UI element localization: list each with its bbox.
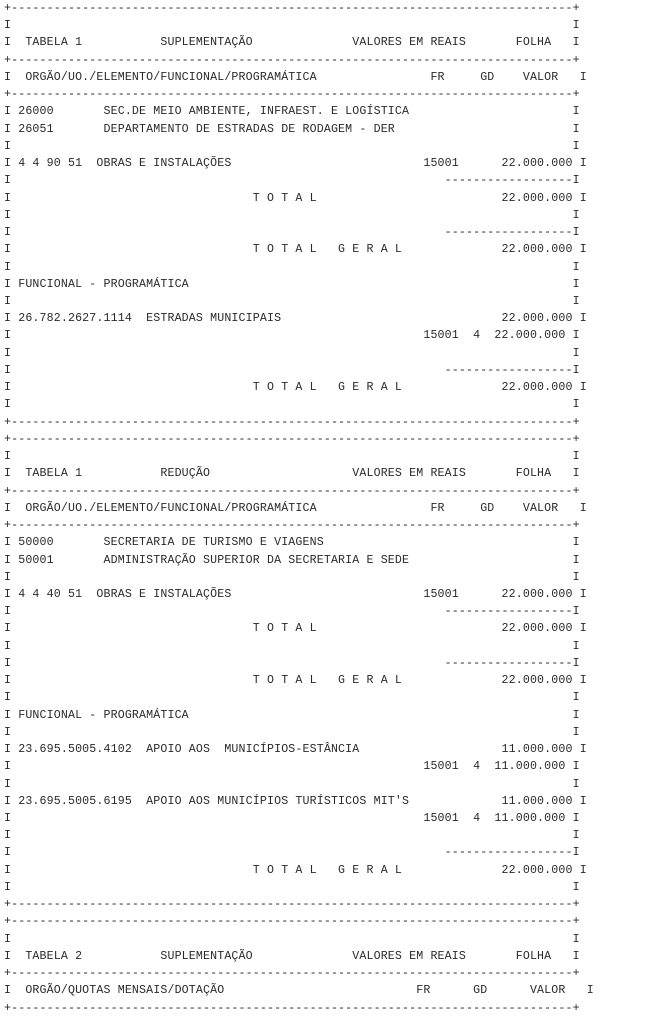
- report-line: I T O T A L 22.000.000 I: [4, 622, 587, 636]
- report-line: I 15001 4 22.000.000 I: [4, 329, 580, 343]
- report-line: I ORGÃO/UO./ELEMENTO/FUNCIONAL/PROGRAMÁTICA FR GD VALOR I: [4, 70, 587, 84]
- report-line: I I: [4, 294, 580, 308]
- report-line: I T O T A L G E R A L 22.000.000 I: [4, 674, 587, 688]
- report-line: I T O T A L 22.000.000 I: [4, 191, 587, 205]
- report-line: I ------------------I: [4, 846, 580, 860]
- report-line: I 23.695.5005.6195 APOIO AOS MUNICÍPIOS TURÍSTICOS MIT'S 11.000.000 I: [4, 794, 587, 808]
- report-line: I 26051 DEPARTAMENTO DE ESTRADAS DE RODAGEM - DER I: [4, 122, 580, 136]
- report-line: I I: [4, 932, 580, 946]
- report-line: I T O T A L G E R A L 22.000.000 I: [4, 243, 587, 257]
- report-line: +-------------------------------------------------------------------------------+: [4, 967, 580, 981]
- report-line: +-------------------------------------------------------------------------------+: [4, 432, 580, 446]
- report-line: I ------------------I: [4, 605, 580, 619]
- report-line: I I: [4, 398, 580, 412]
- report-line: I T O T A L G E R A L 22.000.000 I: [4, 381, 587, 395]
- report-line: I ORGÃO/UO./ELEMENTO/FUNCIONAL/PROGRAMÁTICA FR GD VALOR I: [4, 501, 587, 515]
- report-line: +-------------------------------------------------------------------------------+: [4, 915, 580, 929]
- report-line: I ------------------I: [4, 363, 580, 377]
- report-line: I I: [4, 691, 580, 705]
- report-line: +-------------------------------------------------------------------------------+: [4, 519, 580, 533]
- report-line: +-------------------------------------------------------------------------------+: [4, 2, 580, 15]
- report-line: +-------------------------------------------------------------------------------+: [4, 898, 580, 912]
- report-line: I 15001 4 11.000.000 I: [4, 760, 580, 774]
- report-line: I I: [4, 880, 580, 894]
- report-line: I FUNCIONAL - PROGRAMÁTICA I: [4, 277, 580, 291]
- report-line: I ------------------I: [4, 226, 580, 240]
- report-line: I 26.782.2627.1114 ESTRADAS MUNICIPAIS 22.000.000 I: [4, 312, 587, 326]
- report-line: I 4 4 90 51 OBRAS E INSTALAÇÕES 15001 22.000.000 I: [4, 157, 587, 171]
- report-line: I I: [4, 639, 580, 653]
- report-line: I ------------------I: [4, 174, 580, 188]
- report-line: I I: [4, 260, 580, 274]
- report-line: +-------------------------------------------------------------------------------+: [4, 53, 580, 67]
- report-line: I I: [4, 139, 580, 153]
- report-line: I I: [4, 208, 580, 222]
- report-line: I I: [4, 570, 580, 584]
- report-line: I TABELA 2 SUPLEMENTAÇÃO VALORES EM REAIS FOLHA I: [4, 949, 580, 963]
- report-line: I TABELA 1 SUPLEMENTAÇÃO VALORES EM REAIS FOLHA I: [4, 36, 580, 50]
- report-line: I 23.695.5005.4102 APOIO AOS MUNICÍPIOS-ESTÂNCIA 11.000.000 I: [4, 743, 587, 757]
- report-line: I I: [4, 19, 580, 33]
- report-line: +-------------------------------------------------------------------------------+: [4, 484, 580, 498]
- report-line: I I: [4, 725, 580, 739]
- report-line: I 50000 SECRETARIA DE TURISMO E VIAGENS I: [4, 536, 580, 550]
- report-line: +-------------------------------------------------------------------------------+: [4, 1001, 580, 1015]
- report-line: I I: [4, 450, 580, 464]
- report-line: I FUNCIONAL - PROGRAMÁTICA I: [4, 708, 580, 722]
- report-line: I TABELA 1 REDUÇÃO VALORES EM REAIS FOLHA I: [4, 467, 580, 481]
- report-line: I 4 4 40 51 OBRAS E INSTALAÇÕES 15001 22.000.000 I: [4, 587, 587, 601]
- report-line: I I: [4, 829, 580, 843]
- report-line: +-------------------------------------------------------------------------------+: [4, 88, 580, 102]
- report-line: I ------------------I: [4, 656, 580, 670]
- report-line: I 26000 SEC.DE MEIO AMBIENTE, INFRAEST. E LOGÍSTICA I: [4, 105, 580, 119]
- report-line: I I: [4, 346, 580, 360]
- report-line: I 15001 4 11.000.000 I: [4, 812, 580, 826]
- report-line: I ORGÃO/QUOTAS MENSAIS/DOTAÇÃO FR GD VALOR I: [4, 984, 594, 998]
- report-line: I 50001 ADMINISTRAÇÃO SUPERIOR DA SECRETARIA E SEDE I: [4, 553, 580, 567]
- report-line: I T O T A L G E R A L 22.000.000 I: [4, 863, 587, 877]
- report-line: +-------------------------------------------------------------------------------+: [4, 415, 580, 429]
- report-line: I I: [4, 777, 580, 791]
